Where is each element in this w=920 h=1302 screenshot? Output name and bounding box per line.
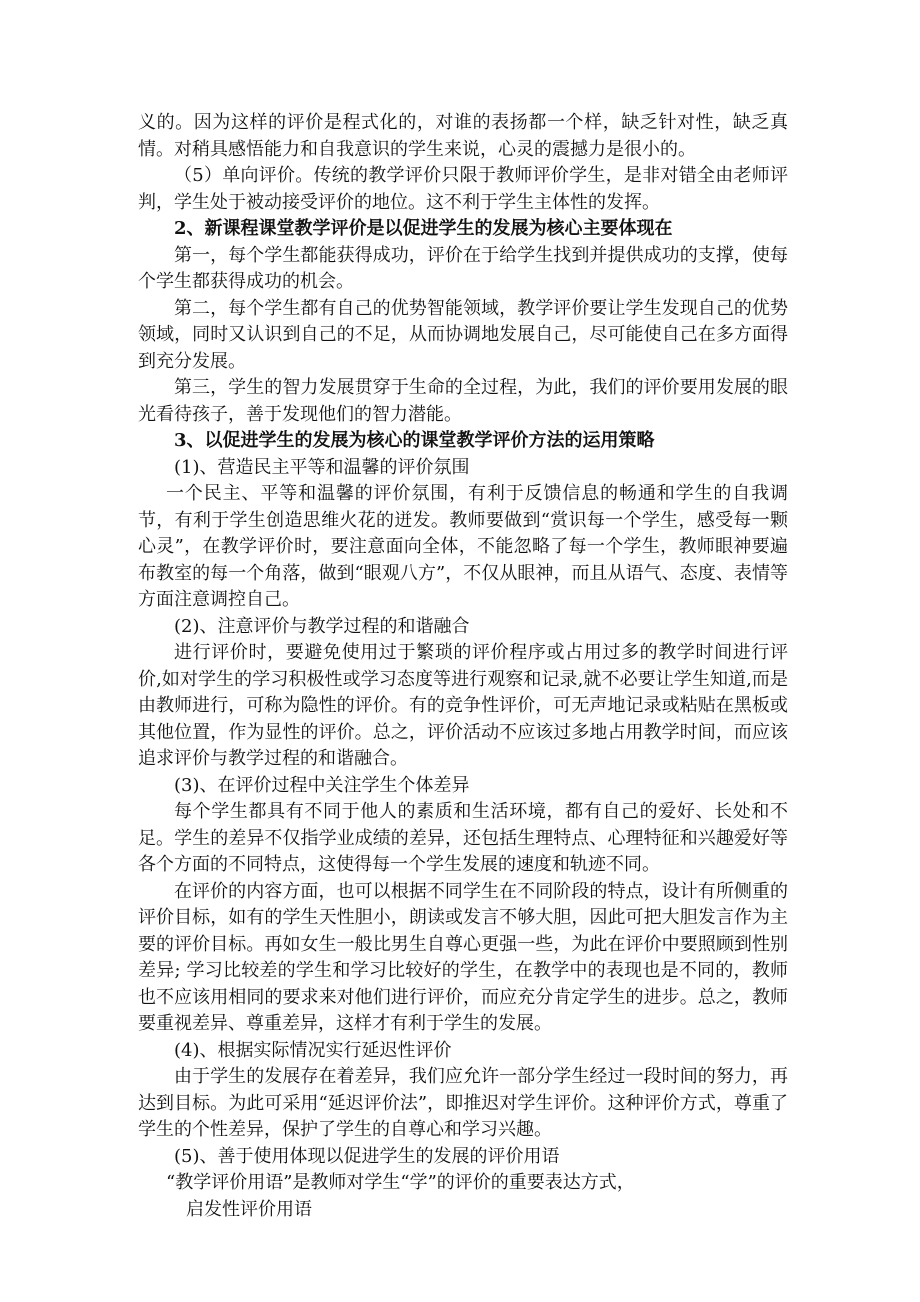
body-paragraph: 第三，学生的智力发展贯穿于生命的全过程，为此，我们的评价要用发展的眼光看待孩子，善于发现他们的智力潜能。 (138, 377, 788, 425)
subsection-title: (5)、善于使用体现以促进学生的发展的评价用语 (174, 1145, 560, 1167)
body-paragraph: 义的。因为这样的评价是程式化的，对谁的表扬都一个样，缺乏针对性，缺乏真情。对稍具感悟能力和自我意识的学生来说，心灵的震撼力是很小的。 (138, 112, 788, 160)
section-heading: 2、新课程课堂教学评价是以促进学生的发展为核心主要体现在 (174, 218, 673, 239)
body-paragraph: 第一，每个学生都能获得成功，评价在于给学生找到并提供成功的支撑，使每个学生都获得成功的机会。 (138, 244, 788, 292)
body-paragraph: “教学评价用语”是教师对学生“学”的评价的重要表达方式， (166, 1172, 635, 1193)
body-paragraph: 第二，每个学生都有自己的优势智能领域，教学评价要让学生发现自己的优势领域，同时又认识到自己的不足，从而协调地发展自己，尽可能使自己在多方面得到充分发展。 (138, 297, 788, 372)
body-paragraph: 每个学生都具有不同于他人的素质和生活环境，都有自己的爱好、长处和不足。学生的差异不仅指学业成绩的差异，还包括生理特点、心理特征和兴趣爱好等各个方面的不同特点，这使得每一个学生发展的速度和轨迹不同。 (138, 801, 788, 875)
body-paragraph: 进行评价时，要避免使用过于繁琐的评价程序或占用过多的教学时间进行评价,如对学生的学习积极性或学习态度等进行观察和记录,就不必要让学生知道,而是由教师进行，可称为隐性的评价。有的竞争性评价，可无声地记录或粘贴在黑板或其他位置，作为显性的评价。总之，评价活动不应该过多地占用教学时间，而应该追求评价与教学过程的和谐融合。 (138, 642, 788, 769)
body-paragraph: 启发性评价用语 (186, 1198, 312, 1220)
document-page (138, 110, 788, 1223)
body-paragraph: 在评价的内容方面，也可以根据不同学生在不同阶段的特点，设计有所侧重的评价目标，如有的学生天性胆小，朗读或发言不够大胆，因此可把大胆发言作为主要的评价目标。再如女生一般比男生自尊心更强一些，为此在评价中要照顾到性别差异; 学习比较差的学生和学习比较好的学生，在教学中的表现也是不同的，教师也不应该用相同的要求来对他们进行评价，而应充分肯定学生的进步。总之，教师要重视差异、尊重差异，这样才有利于学生的发展。 (138, 880, 788, 1034)
subsection-title: (1)、营造民主平等和温馨的评价氛围 (174, 456, 470, 478)
subsection-title: (2)、注意评价与教学过程的和谐融合 (174, 615, 470, 637)
section-heading: 3、以促进学生的发展为核心的课堂教学评价方法的运用策略 (174, 430, 655, 451)
body-paragraph: （5）单向评价。传统的教学评价只限于教师评价学生，是非对错全由老师评判，学生处于被动接受评价的地位。这不利于学生主体性的发挥。 (138, 165, 788, 213)
body-paragraph: 由于学生的发展存在着差异，我们应允许一部分学生经过一段时间的努力，再达到目标。为此可采用“延迟评价法”，即推迟对学生评价。这种评价方式，尊重了学生的个性差异，保护了学生的自尊心和学习兴趣。 (138, 1066, 788, 1140)
body-paragraph: 一个民主、平等和温馨的评价氛围，有利于反馈信息的畅通和学生的自我调节，有利于学生创造思维火花的迸发。教师要做到“赏识每一个学生，感受每一颗心灵”，在教学评价时，要注意面向全体，不能忽略了每一个学生，教师眼神要遍布教室的每一个角落，做到“眼观八方”，不仅从眼神，而且从语气、态度、表情等方面注意调控自己。 (138, 483, 788, 610)
subsection-title: (4)、根据实际情况实行延迟性评价 (174, 1039, 452, 1061)
subsection-title: (3)、在评价过程中关注学生个体差异 (174, 774, 470, 796)
